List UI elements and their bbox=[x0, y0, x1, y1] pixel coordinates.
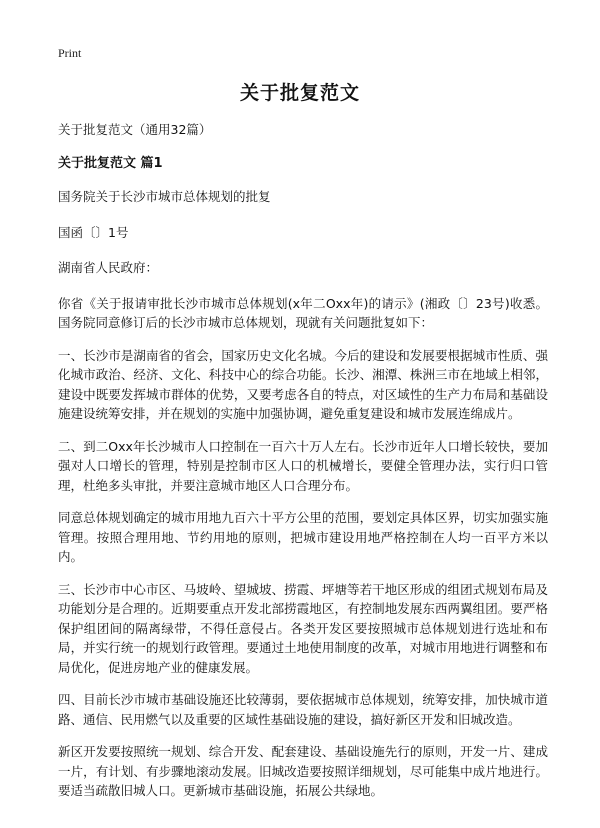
paragraph: 你省《关于报请审批长沙市城市总体规划(x年二Oxx年)的请示》(湘政〔〕23号)收悉。国务院同意修订后的长沙市城市总体规划，现就有关问题批复如下： bbox=[58, 295, 548, 330]
paragraph: 三、长沙市中心市区、马坡岭、望城坡、捞霞、坪塘等若干地区形成的组团式规划布局及功能划分是合理的。近期要重点开发北部捞霞地区，有控制地发展东西两翼组团。要严格保护组团间的隔离绿带，不得任意侵占。各类开发区要按照城市总体规划进行选址和布局，并实行统一的规划行政管理。要通过土地使用制度的改革，对城市用地进行调整和布局优化，促进房地产业的健康发展。 bbox=[58, 581, 548, 675]
paragraph: 四、目前长沙市城市基础设施还比较薄弱，要依据城市总体规划，统筹安排，加快城市道路、通信、民用燃气以及重要的区域性基础设施的建设，搞好新区开发和旧城改造。 bbox=[58, 692, 548, 727]
section-heading: 关于批复范文 篇1 bbox=[58, 155, 163, 171]
document-body bbox=[58, 120, 548, 814]
doc-number: 国函〔〕1号 bbox=[58, 224, 129, 240]
paragraph: 同意总体规划确定的城市用地九百六十平方公里的范围，要划定具体区界，切实加强实施管理。按照合理用地、节约用地的原则，把城市建设用地严格控制在人均一百平方米以内。 bbox=[58, 510, 548, 564]
paragraph: 一、长沙市是湖南省的省会，国家历史文化名城。今后的建设和发展要根据城市性质、强化城市政治、经济、文化、科技中心的综合功能。长沙、湘潭、株洲三市在地域上相邻，建设中既要发挥城市群体的优势，又要考虑各自的特点，对区域性的生产力布局和基础设施建设统筹安排，并在规划的实施中加强协调，避免重复建设和城市发展连绵成片。 bbox=[58, 347, 548, 421]
print-label: Print bbox=[58, 46, 82, 60]
doc-name: 国务院关于长沙市城市总体规划的批复 bbox=[58, 189, 271, 204]
document-title: 关于批复范文 bbox=[239, 82, 360, 104]
recipient: 湖南省人民政府： bbox=[58, 260, 159, 275]
document-subtitle: 关于批复范文（通用32篇） bbox=[58, 122, 212, 137]
paragraph: 新区开发要按照统一规划、综合开发、配套建设、基础设施先行的原则，开发一片、建成一片，有计划、有步骤地滚动发展。旧城改造要按照详细规划，尽可能集中成片地进行。要适当疏散旧城人口。更新城市基础设施，拓展公共绿地。 bbox=[58, 744, 548, 798]
paragraph: 二、到二Oxx年长沙城市人口控制在一百六十万人左右。长沙市近年人口增长较快，要加强对人口增长的管理，特别是控制市区人口的机械增长，要健全管理办法，实行归口管理，杜绝多头审批，并要注意城市地区人口合理分布。 bbox=[58, 438, 548, 493]
